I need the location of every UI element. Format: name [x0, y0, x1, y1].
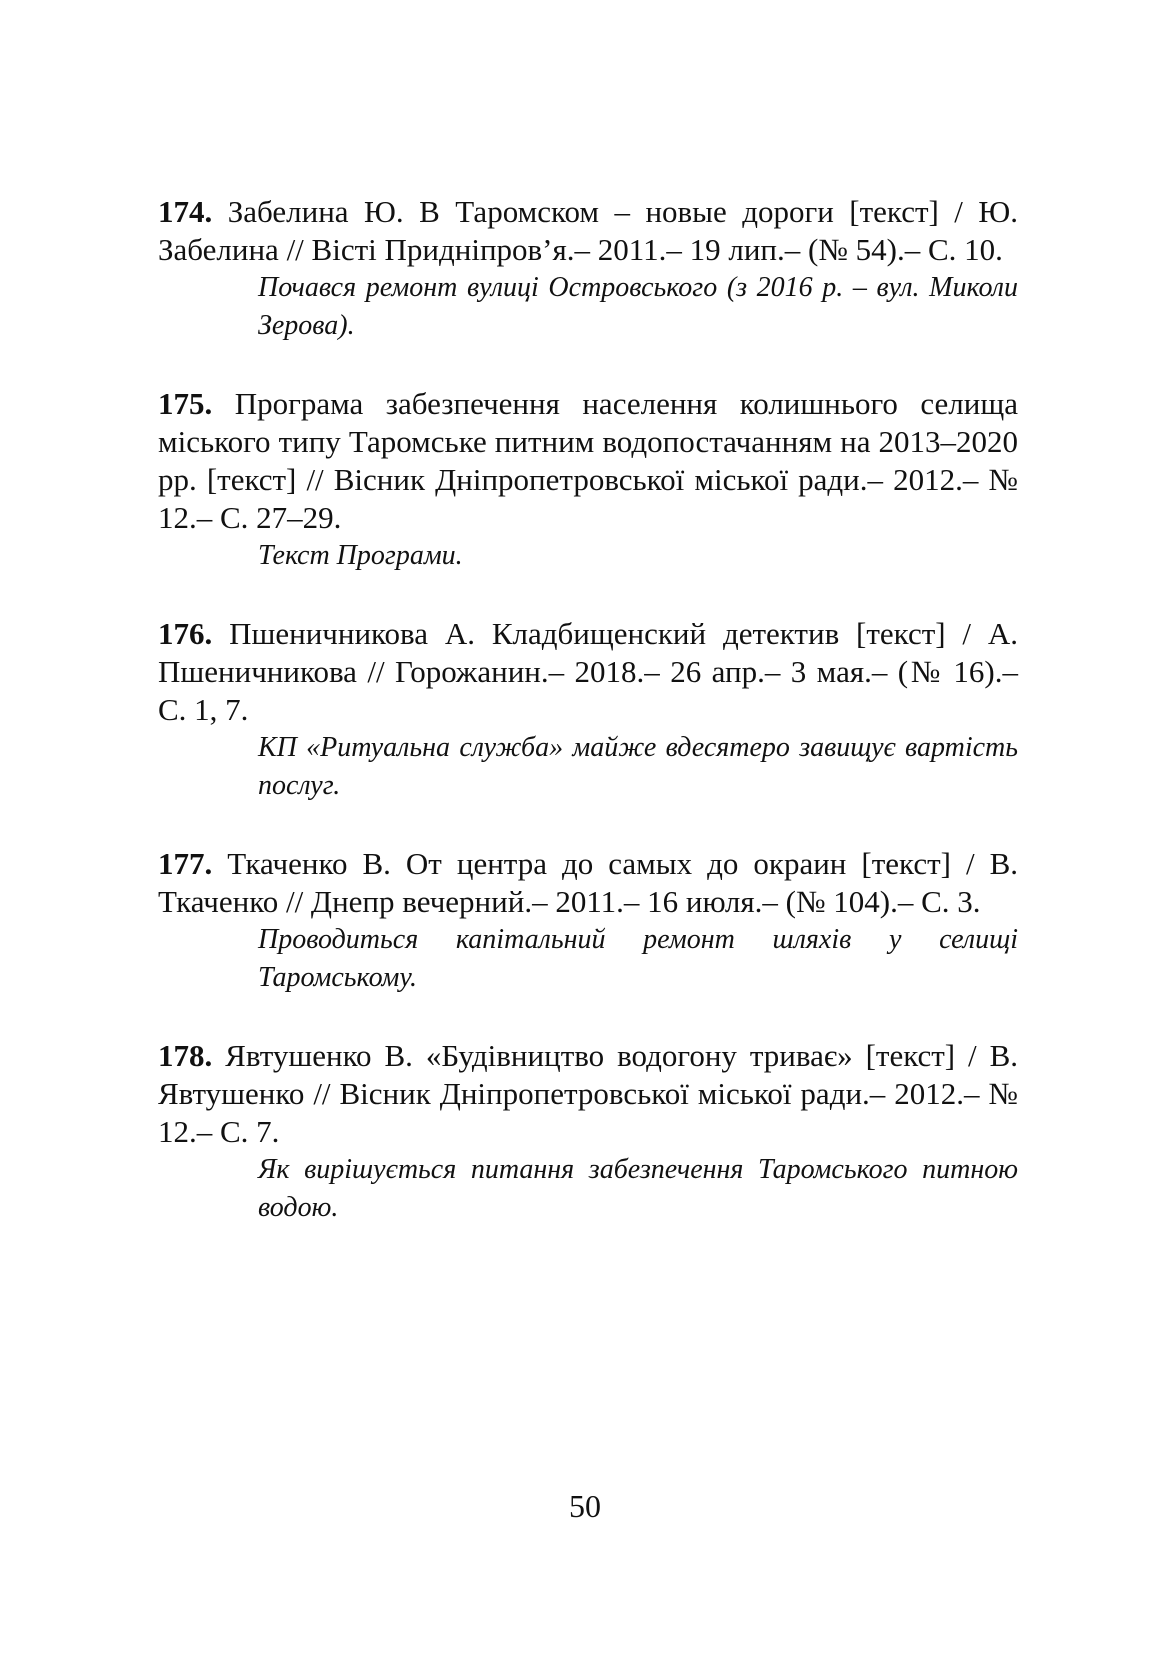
entry-annotation: Проводиться капітальний ремонт шляхів у селищі Таромському.	[258, 924, 1018, 993]
page-number: 50	[569, 1488, 601, 1524]
entry-text: Програма забезпечення населення колишнього селища міського типу Таромське питним водопостачанням на 2013–2020 рр. [текст] // Вісник Дніпропетровської міської ради.– 2012.– № 12.– С. 27–29.	[158, 386, 1018, 535]
entry-annotation: Почався ремонт вулиці Островського (з 2016 р. – вул. Миколи Зерова).	[258, 272, 1018, 341]
entry-annotation: КП «Ритуальна служба» майже вдесятеро завищує вартість послуг.	[258, 732, 1018, 801]
entry-number: 178.	[158, 1038, 213, 1073]
entry-text: Забелина Ю. В Таромском – новые дороги [текст] / Ю. Забелина // Вісті Придніпров’я.– 2011.– 19 лип.– (№ 54).– С. 10.	[158, 194, 1019, 267]
entry-number: 175.	[158, 386, 213, 421]
entry-citation	[158, 845, 1018, 921]
bibliography-entry-176	[158, 615, 1018, 805]
bibliography-entry-177	[158, 845, 1018, 997]
entry-citation	[158, 1037, 1018, 1151]
bibliography-entry-174	[158, 193, 1018, 345]
entry-annotation: Як вирішується питання забезпечення Таромського питною водою.	[258, 1154, 1018, 1223]
entry-text: Пшеничникова А. Кладбищенский детектив [текст] / А. Пшеничникова // Горожанин.– 2018.– 26 апр.– 3 мая.– (№ 16).– С. 1, 7.	[158, 616, 1019, 727]
bibliography-entry-175	[158, 385, 1018, 575]
entry-number: 177.	[158, 846, 213, 881]
entry-text: Ткаченко В. От центра до самых до окраин [текст] / В. Ткаченко // Днепр вечерний.– 2011.– 16 июля.– (№ 104).– С. 3.	[158, 846, 1018, 919]
entry-text: Явтушенко В. «Будівництво водогону триває» [текст] / В. Явтушенко // Вісник Дніпропетровської міської ради.– 2012.– № 12.– С. 7.	[158, 1038, 1019, 1149]
entry-citation	[158, 615, 1018, 729]
bibliography-entry-178	[158, 1037, 1018, 1227]
entry-citation	[158, 193, 1018, 269]
entry-number: 174.	[158, 194, 213, 229]
entry-citation	[158, 385, 1018, 537]
entry-number: 176.	[158, 616, 213, 651]
entry-annotation: Текст Програми.	[258, 540, 463, 571]
bibliography-page	[158, 193, 1018, 1267]
